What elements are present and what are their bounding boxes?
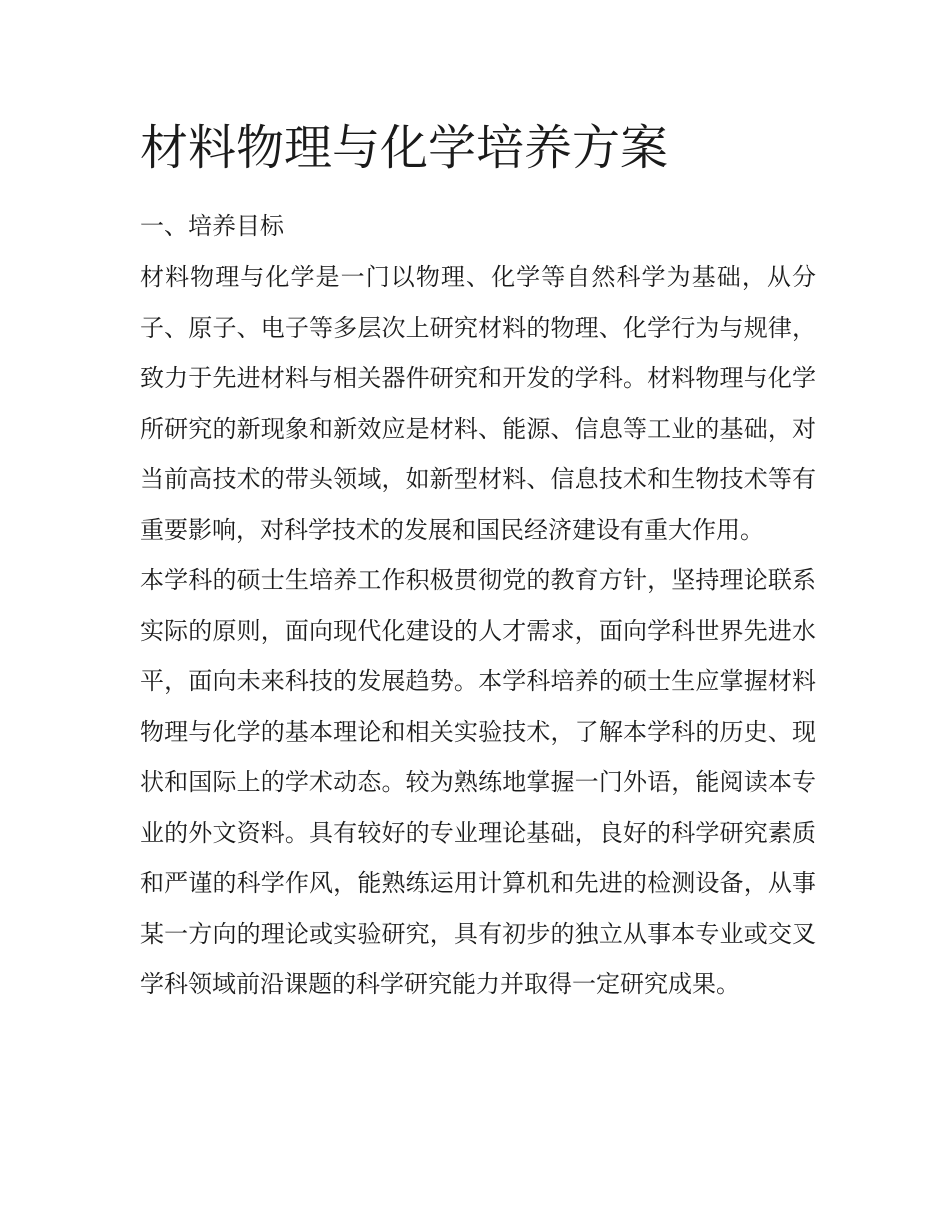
- document-page: [140, 110, 816, 1010]
- paragraph-discipline-overview: 材料物理与化学是一门以物理、化学等自然科学为基础，从分子、原子、电子等多层次上研究材料的物理、化学行为与规律，致力于先进材料与相关器件研究和开发的学科。材料物理与化学所研究的新现象和新效应是材料、能源、信息等工业的基础，对当前高技术的带头领域，如新型材料、信息技术和生物技术等有重要影响，对科学技术的发展和国民经济建设有重大作用。: [140, 263, 816, 544]
- section-heading: 一、培养目标: [140, 212, 284, 240]
- paragraph-training-requirements: 本学科的硕士生培养工作积极贯彻党的教育方针，坚持理论联系实际的原则，面向现代化建设的人才需求，面向学科世界先进水平，面向未来科技的发展趋势。本学科培养的硕士生应掌握材料物理与化学的基本理论和相关实验技术，了解本学科的历史、现状和国际上的学术动态。较为熟练地掌握一门外语，能阅读本专业的外文资料。具有较好的专业理论基础，良好的科学研究素质和严谨的科学作风，能熟练运用计算机和先进的检测设备，从事某一方向的理论或实验研究，具有初步的独立从事本专业或交叉学科领域前沿课题的科学研究能力并取得一定研究成果。: [140, 566, 816, 998]
- document-title: 材料物理与化学培养方案: [140, 120, 669, 176]
- section-training-objectives: [140, 200, 816, 1010]
